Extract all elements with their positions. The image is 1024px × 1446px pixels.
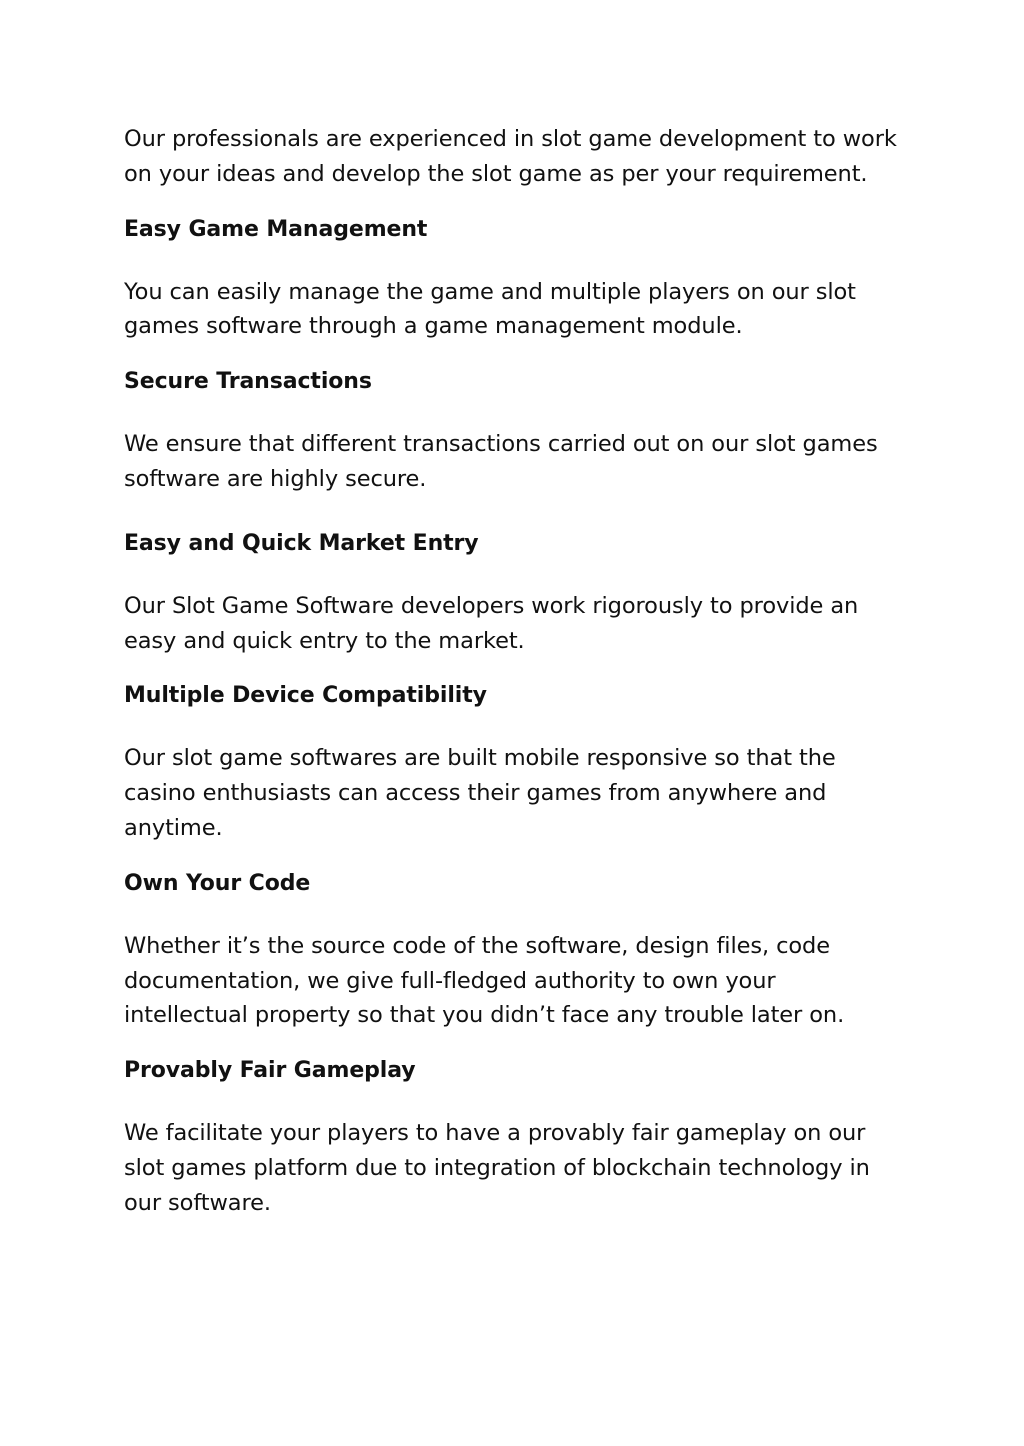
paragraph-provably-fair: We facilitate your players to have a provably fair gameplay on our slot games platform due to integration of blockchain technology in our software. <box>124 1120 870 1216</box>
paragraph-easy-game-management: You can easily manage the game and multiple players on our slot games software through a game management module. <box>124 278 856 340</box>
paragraph-device-compatibility: Our slot game softwares are built mobile responsive so that the casino enthusiasts can access their games from anywhere and anytime. <box>124 745 836 841</box>
paragraph-own-your-code: Whether it’s the source code of the software, design files, code documentation, we give full-fledged authority to own your intellectual property so that you didn’t face any trouble later on. <box>124 932 845 1029</box>
heading-device-compatibility: Multiple Device Compatibility <box>124 683 487 709</box>
document-page <box>124 122 904 1221</box>
heading-own-your-code: Own Your Code <box>124 870 311 896</box>
heading-secure-transactions: Secure Transactions <box>124 369 372 395</box>
paragraph-secure-transactions: We ensure that different transactions carried out on our slot games software are highly secure. <box>124 431 878 492</box>
paragraph-market-entry: Our Slot Game Software developers work rigorously to provide an easy and quick entry to the market. <box>124 592 859 654</box>
heading-easy-game-management: Easy Game Management <box>124 216 428 242</box>
heading-provably-fair: Provably Fair Gameplay <box>124 1058 416 1084</box>
heading-market-entry: Easy and Quick Market Entry <box>124 530 479 556</box>
intro-paragraph: Our professionals are experienced in slot game development to work on your ideas and develop the slot game as per your requirement. <box>124 126 897 187</box>
